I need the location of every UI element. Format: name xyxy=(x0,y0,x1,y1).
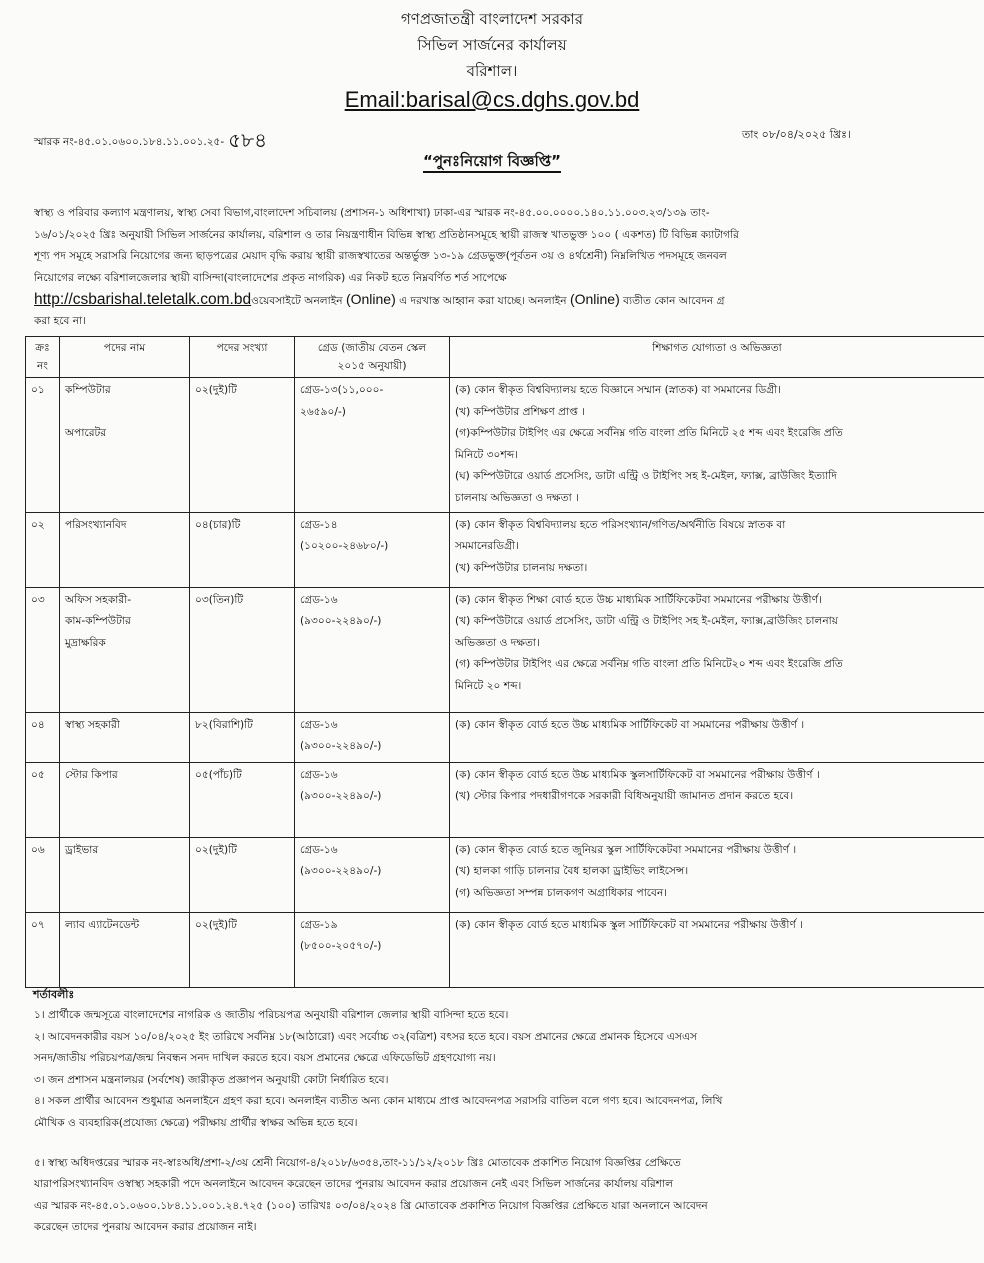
condition-line: মৌখিক ও ব্যবহারিক(প্রযোজ্য ক্ষেত্রে) পরীক্ষায় প্রার্থীর স্বাক্ষর অভিন্ন হতে হবে। xyxy=(34,1116,358,1129)
table-row xyxy=(26,587,984,712)
cell-post: কম্পিউটার অপারেটর xyxy=(60,378,190,513)
cell-serial: ০৬ xyxy=(26,837,60,912)
cell-qualification: (ক) কোন স্বীকৃত বিশ্ববিদ্যালয় হতে পরিসংখ্যান/গণিত/অর্থনীতি বিষয়ে স্নাতক বা সমমানেরডিগ্রী। (খ) কম্পিউটার চালনায় দক্ষতা। xyxy=(450,512,984,587)
government-name: গণপ্রজাতন্ত্রী বাংলাদেশ সরকার xyxy=(400,10,584,28)
cell-count: ০৪(চার)টি xyxy=(190,512,295,587)
office-name: সিভিল সার্জনের কার্যালয় xyxy=(417,36,567,54)
application-website-link[interactable]: http://csbarishal.teletalk.com.bd xyxy=(34,291,252,308)
cell-post: ল্যাব এ্যাটেনডেন্ট xyxy=(60,912,190,987)
table-row xyxy=(26,378,984,513)
letterhead xyxy=(0,6,984,115)
cell-grade: গ্রেড-১৩(১১,০০০- ২৬৫৯০/-) xyxy=(295,378,450,513)
cell-qualification: (ক) কোন স্বীকৃত বিশ্ববিদ্যালয় হতে বিজ্ঞানে সম্মান (স্নাতক) বা সমমানের ডিগ্রী। (খ) কম্পিউটার প্রশিক্ষণ প্রাপ্ত । (গ)কম্পিউটার টাইপিং এর ক্ষেত্রে সর্বনিম্ন গতি বাংলা প্রতি মিনিটে ২৫ শব্দ এবং ইংরেজি প্রতি মিনিটে ৩০শব্দ। (ঘ) কম্পিউটারে ওয়ার্ড প্রসেসিং, ডাটা এন্ট্রি ও টাইপিং সহ ই-মেইল, ফ্যাক্স, ব্রাউজিং ইত্যাদি চালনায় অভিজ্ঞতা ও দক্ষতা । xyxy=(450,378,984,513)
header-count: পদের সংখ্যা xyxy=(190,337,295,378)
cell-post: পরিসংখ্যানবিদ xyxy=(60,512,190,587)
cell-qualification: (ক) কোন স্বীকৃত বোর্ড হতে মাধ্যমিক স্কুল সার্টিফিকেট বা সমমানের পরীক্ষায় উত্তীর্ণ । xyxy=(450,912,984,987)
table-row xyxy=(26,512,984,587)
condition-line: ৫। স্বাস্থ্য অধিদপ্তরের স্মারক নং-স্বাঃঅধি/প্রশা-২/৩য় শ্রেনী নিয়োগ-৪/২০১৮/৬৩৫৪,তাং-১১/১২/২০১৮ খ্রিঃ মোতাবেক প্রকাশিত নিয়োগ বিজ্ঞপ্তির প্রেক্ষিতে xyxy=(34,1156,681,1169)
intro-line: শূণ্য পদ সমূহে সরাসরি নিয়োগের জন্য ছাড়পত্রের মেয়াদ বৃদ্ধি করায় স্থায়ী রাজস্বখাতের অন্তর্ভুক্ত ১৩-১৯ গ্রেডভুক্ত(পূর্বতন ৩য় ও ৪র্থশ্রেনী) নিম্নলিখিত পদসমূহে জনবল xyxy=(34,250,727,262)
cell-serial: ০২ xyxy=(26,512,60,587)
header-serial: ক্রঃ নং xyxy=(26,337,60,378)
intro-text: ব্যতীত কোন আবেদন গ্র xyxy=(619,295,725,307)
intro-line: ১৬/০১/২০২৫ খ্রিঃ অনুযায়ী সিভিল সার্জনের কার্যালয়, বরিশাল ও তার নিয়ন্ত্রণাধীন বিভিন্ন স্বাস্থ্য প্রতিষ্ঠানসমূহে স্থায়ী রাজস্ব খাতভুক্ত ১০০ ( একশত) টি বিভিন্ন ক্যাটাগরি xyxy=(34,228,739,241)
condition-line: সনদ/জাতীয় পরিচয়পত্র/জন্ম নিবন্ধন সনদ দাখিল করতে হবে। বয়স প্রমানের ক্ষেত্রে এফিডেভিট গ্রহণযোগ্য নয়। xyxy=(34,1052,496,1065)
cell-serial: ০৪ xyxy=(26,712,60,762)
online-text: (Online) xyxy=(569,291,620,307)
cell-qualification: (ক) কোন স্বীকৃত বোর্ড হতে জুনিয়র স্কুল সার্টিফিকেটবা সমমানের পরীক্ষায় উত্তীর্ণ । (খ) হালকা গাড়ি চালনার বৈধ হালকা ড্রাইভিং লাইসেন্স। (গ) অভিজ্ঞতা সম্পন্ন চালকগণ অগ্রাধিকার পাবেন। xyxy=(450,837,984,912)
cell-count: ৮২(বিরাশি)টি xyxy=(190,712,295,762)
condition-line: ৪। সকল প্রার্থীর আবেদন শুধুমাত্র অনলাইনে গ্রহণ করা হবে। অনলাইন ব্যতীত অন্য কোন মাধ্যমে প্রাপ্ত আবেদনপত্র সরাসরি বাতিল বলে গণ্য হবে। আবেদনপত্র, লিখি xyxy=(34,1095,723,1108)
cell-grade: গ্রেড-১৬ (৯৩০০-২২৪৯০/-) xyxy=(295,837,450,912)
table-header-row xyxy=(26,337,984,378)
cell-post: স্বাস্থ্য সহকারী xyxy=(60,712,190,762)
header-grade: গ্রেড (জাতীয় বেতন স্কেল ২০১৫ অনুযায়ী) xyxy=(295,337,450,378)
cell-grade: গ্রেড-১৬ (৯৩০০-২২৪৯০/-) xyxy=(295,712,450,762)
intro-line: নিয়োগের লক্ষ্যে বরিশালজেলার স্থায়ী বাসিন্দা(বাংলাদেশের প্রকৃত নাগরিক) এর নিকট হতে নিম্নবর্ণিত শর্ত সাপেক্ষে xyxy=(34,271,507,284)
intro-text: ওয়েবসাইটে অনলাইন xyxy=(251,295,346,307)
table-row xyxy=(26,837,984,912)
notice-title xyxy=(0,150,984,175)
header-qualification: শিক্ষাগত যোগ্যতা ও অভিজ্ঞতা xyxy=(450,337,984,378)
cell-qualification: (ক) কোন স্বীকৃত বোর্ড হতে উচ্চ মাধ্যমিক সার্টিফিকেট বা সমমানের পরীক্ষায় উত্তীর্ণ । xyxy=(450,712,984,762)
handwritten-number: ৫৮৪ xyxy=(228,128,268,152)
memo-date: তাং ০৮/০৪/২০২৫ খ্রিঃ। xyxy=(742,128,851,141)
cell-post: স্টোর কিপার xyxy=(60,762,190,837)
online-text: (Online) xyxy=(345,291,396,307)
conditions-list xyxy=(34,1005,984,1239)
condition-line: এর স্মারক নং-৪৫.০১.০৬০০.১৮৪.১১.০০১.২৪.৭২৫ (১০০) তারিখঃ ০৩/০৪/২০২৪ খ্রি মোতাবেক প্রকাশিত নিয়োগ বিজ্ঞপ্তির প্রেক্ষিতে যারা অনলানে আবেদন xyxy=(34,1199,708,1212)
posts-table xyxy=(25,336,984,988)
intro-text: এ দরখাস্ত আহ্বান করা যাচ্ছে। অনলাইন xyxy=(395,295,570,307)
cell-count: ০২(দুই)টি xyxy=(190,912,295,987)
notice-title-text: “পুনঃনিয়োগ বিজ্ঞপ্তি” xyxy=(423,152,561,173)
cell-serial: ০৩ xyxy=(26,587,60,712)
cell-qualification: (ক) কোন স্বীকৃত শিক্ষা বোর্ড হতে উচ্চ মাধ্যমিক সার্টিফিকেটবা সমমানের পরীক্ষায় উত্তীর্ণ। (খ) কম্পিউটারে ওয়ার্ড প্রসেসিং, ডাটা এন্ট্রি ও টাইপিং সহ ই-মেইল, ফ্যাক্স,ব্রাউজিং চালনায় অভিজ্ঞতা ও দক্ষতা। (গ) কম্পিউটার টাইপিং এর ক্ষেত্রে সর্বনিম্ন গতি বাংলা প্রতি মিনিটে২০ শব্দ এবং ইংরেজি প্রতি মিনিটে ২০ শব্দ। xyxy=(450,587,984,712)
cell-count: ০২(দুই)টি xyxy=(190,378,295,513)
office-location: বরিশাল। xyxy=(466,62,518,80)
header-post: পদের নাম xyxy=(60,337,190,378)
condition-line: করেছেন তাদের পুনরায় আবেদন করার প্রয়োজন নাই। xyxy=(34,1221,257,1234)
table-row xyxy=(26,712,984,762)
cell-qualification: (ক) কোন স্বীকৃত বোর্ড হতে উচ্চ মাধ্যমিক স্কুলসার্টিফিকেট বা সমমানের পরীক্ষায় উত্তীর্ণ । (খ) স্টোর কিপার পদধারীগণকে সরকারী বিধিঅনুযায়ী জামানত প্রদান করতে হবে। xyxy=(450,762,984,837)
intro-line xyxy=(34,289,984,311)
condition-line: যারাপরিসংখ্যানবিদ ওস্বাস্থ্য সহকারী পদে অনলাইনে আবেদন করেছেন তাদের পুনরায় আবেদন করার প্রয়োজন নেই এবং সিভিল সার্জনের কার্যালয় বরিশাল xyxy=(34,1178,673,1191)
intro-line: করা হবে না। xyxy=(34,314,86,327)
memo-label: স্মারক নং-৪৫.০১.০৬০০.১৮৪.১১.০০১.২৫- xyxy=(34,136,225,148)
table-row xyxy=(26,912,984,987)
cell-serial: ০৫ xyxy=(26,762,60,837)
cell-grade: গ্রেড-১৯ (৮৫০০-২০৫৭০/-) xyxy=(295,912,450,987)
intro-line: স্বাস্থ্য ও পরিবার কল্যাণ মন্ত্রণালয়, স্বাস্থ্য সেবা বিভাগ,বাংলাদেশ সচিবালয় (প্রশাসন-১ অধিশাখা) ঢাকা-এর স্মারক নং-৪৫.০০.০০০০.১৪০.১১.০০৩.২৩/১৩৯ তাং- xyxy=(34,207,710,219)
cell-grade: গ্রেড-১৬ (৯৩০০-২২৪৯০/-) xyxy=(295,587,450,712)
office-email[interactable]: Email:barisal@cs.dghs.gov.bd xyxy=(344,87,640,112)
intro-paragraph xyxy=(34,203,984,332)
cell-serial: ০৭ xyxy=(26,912,60,987)
conditions-title: শর্তাবলীঃ xyxy=(33,988,75,1001)
condition-line: ১। প্রার্থীকে জন্মসূত্রে বাংলাদেশের নাগরিক ও জাতীয় পরিচয়পত্র অনুযায়ী বরিশাল জেলার স্থায়ী বাসিন্দা হতে হবে। xyxy=(34,1009,509,1021)
cell-post: অফিস সহকারী- কাম-কম্পিউটার মুদ্রাক্ষরিক xyxy=(60,587,190,712)
cell-count: ০২(দুই)টি xyxy=(190,837,295,912)
condition-line: ৩। জন প্রশাসন মন্ত্রনালয়র (সর্বশেষ) জারীকৃত প্রজ্ঞাপন অনুযায়ী কোটা নির্ধারিত হবে। xyxy=(34,1073,389,1086)
condition-line: ২। আবেদনকারীর বয়স ১০/০৪/২০২৫ ইং তারিখে সর্বনিম্ন ১৮(আঠারো) এবং সর্বোচ্চ ৩২(বত্রিশ) বৎসর হতে হবে। বয়স প্রমানের ক্ষেত্রে প্রমানক হিসেবে এসএস xyxy=(34,1030,698,1043)
table-row xyxy=(26,762,984,837)
cell-post: ড্রাইভার xyxy=(60,837,190,912)
cell-grade: গ্রেড-১৬ (৯৩০০-২২৪৯০/-) xyxy=(295,762,450,837)
cell-grade: গ্রেড-১৪ (১০২০০-২৪৬৮০/-) xyxy=(295,512,450,587)
cell-count: ০৩(তিন)টি xyxy=(190,587,295,712)
cell-count: ০৫(পাঁচ)টি xyxy=(190,762,295,837)
cell-serial: ০১ xyxy=(26,378,60,513)
